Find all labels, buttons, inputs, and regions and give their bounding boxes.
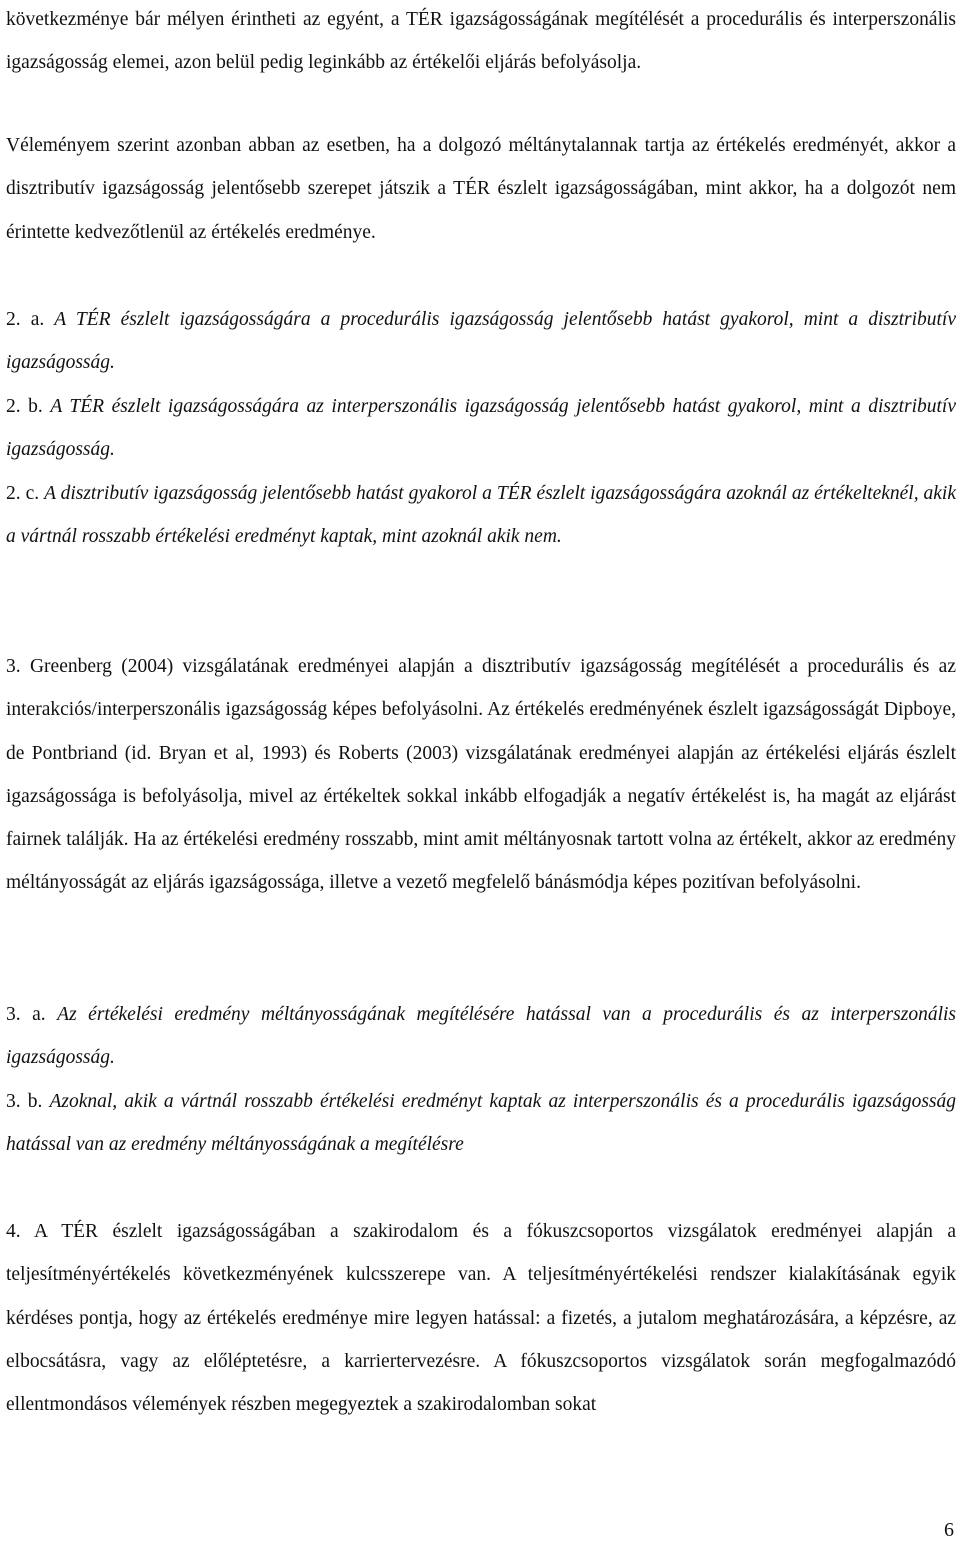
paragraph-continuation: következménye bár mélyen érintheti az egyént, a TÉR igazságosságának megítélését a procedurális és interperszonális igazságosság elemei, azon belül pedig leginkább az értékelői eljárás befolyásolja. bbox=[6, 9, 956, 74]
hypothesis-3b-text: Azoknal, akik a vártnál rosszabb értékelési eredményt kaptak az interperszonális és a procedurális igazságosság hatással van az eredmény méltányosságának a megítélésre bbox=[6, 1091, 956, 1156]
hypothesis-2c-text: A disztributív igazságosság jelentősebb hatást gyakorol a TÉR észlelt igazságosságára azoknál az értékelteknél, akik a vártnál rosszabb értékelési eredményt kaptak, mint azoknál akik nem. bbox=[6, 483, 957, 548]
hypothesis-2a-number: 2. a. bbox=[6, 309, 55, 330]
paragraph-point-4: 4. A TÉR észlelt igazságosságában a szakirodalom és a fókuszcsoportos vizsgálatok eredményei alapján a teljesítményértékelés következményének kulcsszerepe van. A teljesítményértékelési rendszer kialakításának egyik kérdéses pontja, hogy az értékelés eredménye mire legyen hatással: a fizetés, a jutalom meghatározására, a képzésre, az elbocsátásra, vagy az előléptetésre, a karriertervezésre. A fókuszcsoportos vizsgálatok során megfogalmazódó ellentmondásos vélemények részben megegyeztek a szakirodalomban sokat bbox=[6, 1221, 956, 1416]
page-number: 6 bbox=[944, 1519, 954, 1541]
hypothesis-2c-number: 2. c. bbox=[6, 483, 45, 504]
hypothesis-2a-text: A TÉR észlelt igazságosságára a procedurális igazságosság jelentősebb hatást gyakorol, mint a disztributív igazságosság. bbox=[6, 309, 957, 374]
hypothesis-2b bbox=[6, 385, 956, 472]
hypothesis-3a bbox=[6, 993, 956, 1080]
hypothesis-3a-number: 3. a. bbox=[6, 1004, 58, 1025]
hypothesis-2b-text: A TÉR észlelt igazságosságára az interperszonális igazságosság jelentősebb hatást gyakorol, mint a disztributív igazságosság. bbox=[6, 396, 956, 461]
hypothesis-3b bbox=[6, 1080, 956, 1167]
hypothesis-3b-number: 3. b. bbox=[6, 1091, 50, 1112]
hypothesis-2b-number: 2. b. bbox=[6, 396, 51, 417]
hypothesis-3a-text: Az értékelési eredmény méltányosságának megítélésére hatással van a procedurális és az interperszonális igazságosság. bbox=[6, 1004, 956, 1069]
paragraph-point-3: 3. Greenberg (2004) vizsgálatának eredményei alapján a disztributív igazságosság megítélését a procedurális és az interakciós/interperszonális igazságosság képes befolyásolni. Az értékelés eredményének észlelt igazságosságát Dipboye, de Pontbriand (id. Bryan et al, 1993) és Roberts (2003) vizsgálatának eredményei alapján az értékelési eljárás észlelt igazságossága is befolyásolja, mivel az értékeltek sokkal inkább elfogadják a negatív értékelést is, ha magát az eljárást fairnek találják. Ha az értékelési eredmény rosszabb, mint amit méltányosnak tartott volna az értékelt, akkor az eredmény méltányosságát az eljárás igazságossága, illetve a vezető megfelelő bánásmódja képes pozitívan befolyásolni. bbox=[6, 656, 956, 894]
hypothesis-2a bbox=[6, 298, 956, 385]
paragraph-opinion: Véleményem szerint azonban abban az esetben, ha a dolgozó méltánytalannak tartja az értékelés eredményét, akkor a disztributív igazságosság jelentősebb szerepet játszik a TÉR észlelt igazságosságában, mint akkor, ha a dolgozót nem érintette kedvezőtlenül az értékelés eredménye. bbox=[6, 135, 956, 243]
hypothesis-2c bbox=[6, 472, 956, 559]
